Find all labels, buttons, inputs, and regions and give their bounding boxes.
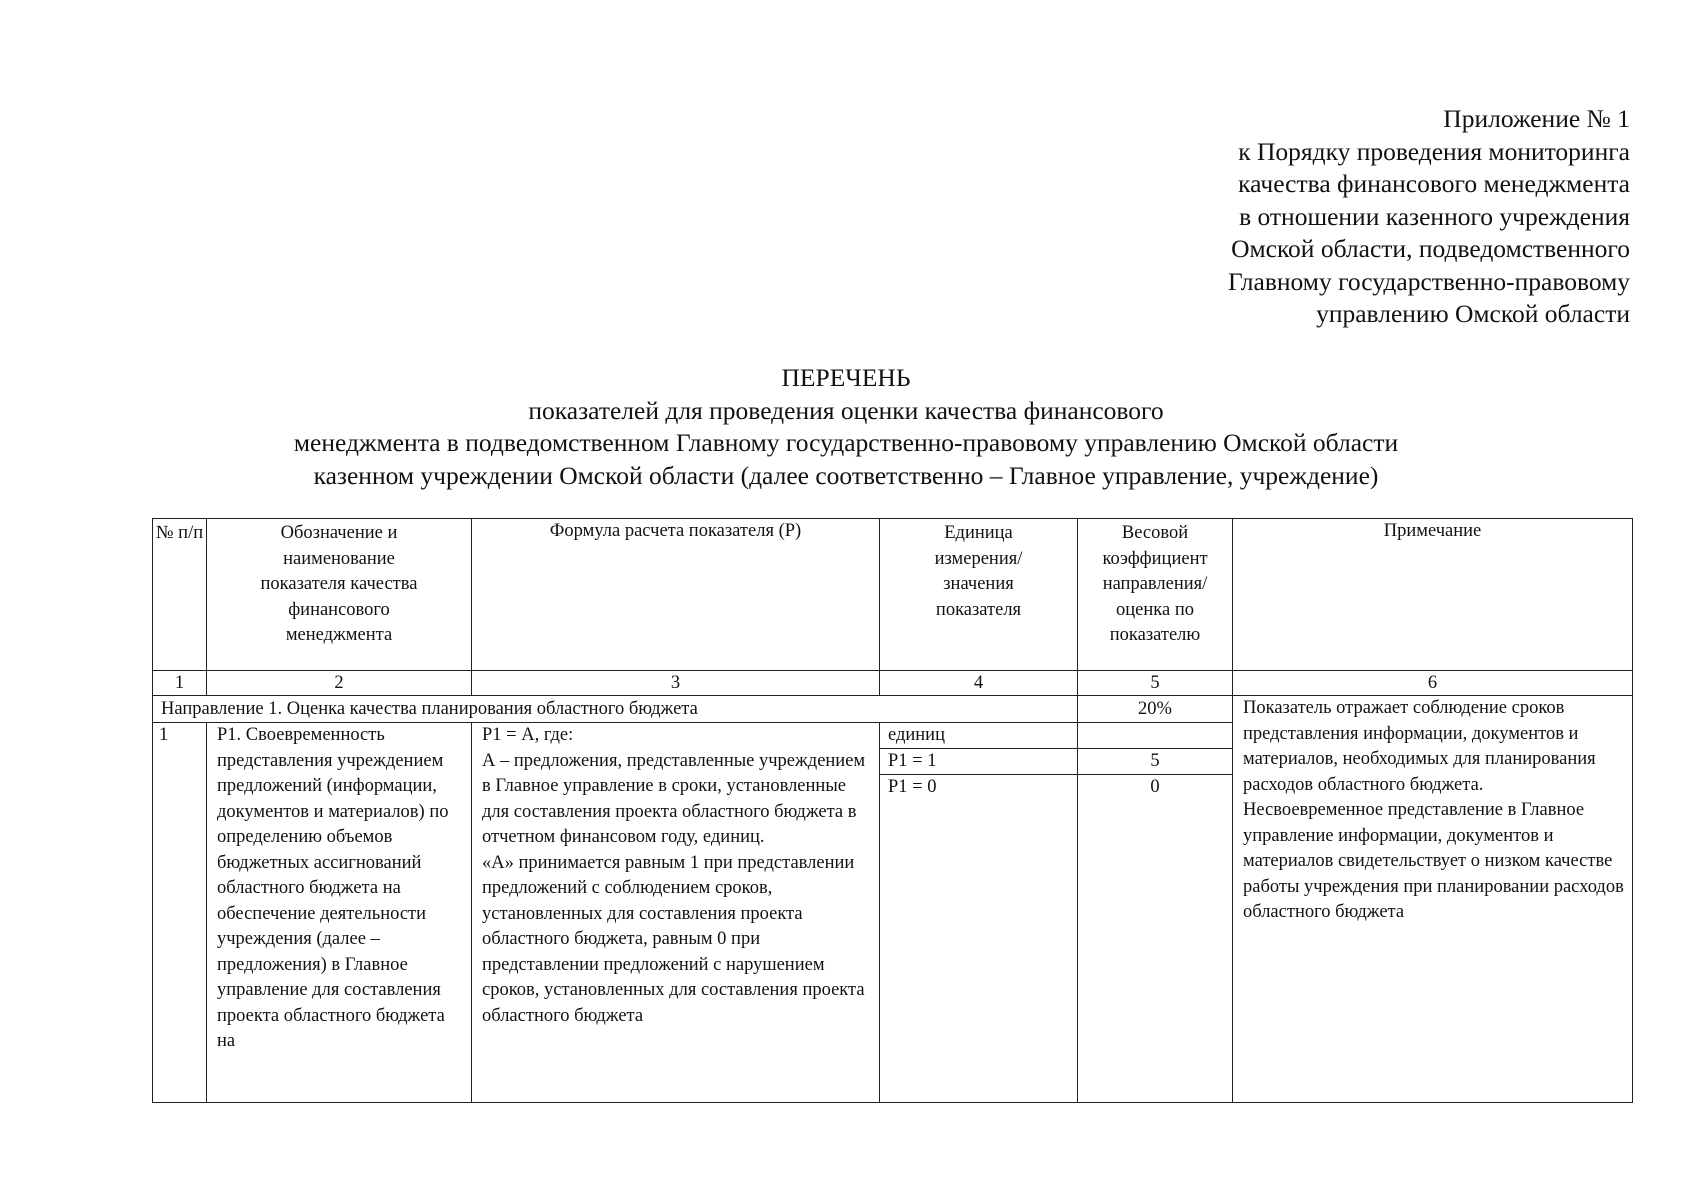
formula-text: А – предложения, представленные учреждением в Главное управление в сроки, установленные для составления проекта областного бюджета в отчетном финансовом году, единиц. [482, 750, 866, 847]
unit-label: единиц [880, 723, 1077, 749]
indicator-name: Р1. Своевременность представления учреждением предложений (информации, документов и материалов) по определению объемов бюджетных ассигнований областного бюджета на обеспечение деятельности учреждения (далее – предложения) в Главное управление для составления проекта областного бюджета на [207, 723, 472, 1103]
header-unit: Единица измерения/ значения показателя [880, 519, 1078, 671]
unit-condition: Р1 = 1 [880, 749, 1077, 775]
column-numbers-row [153, 671, 1633, 696]
unit-cell [880, 723, 1078, 1103]
score-value: 0 [1150, 777, 1160, 797]
header-note: Примечание [1233, 519, 1633, 671]
unit-condition: Р1 = 0 [888, 777, 937, 797]
document-title [0, 362, 1692, 492]
formula-line: Р1 = А, где: [482, 725, 574, 745]
note-cell: Показатель отражает соблюдение сроков представления информации, документов и материалов, необходимых для планирования расходов областного бюджета. Несвоевременное представление в Главное управление информации, документов и материалов свидетельствует о низком качестве работы учреждения при планировании расходов областного бюджета [1233, 696, 1633, 1103]
table-header-row [153, 519, 1633, 671]
row-number: 1 [153, 723, 207, 1103]
appendix-line: в отношении казенного учреждения [1239, 201, 1630, 231]
title-line-3: казенном учреждении Омской области (далее соответственно – Главное управление, учреждение) [313, 460, 1379, 490]
appendix-line: к Порядку проведения мониторинга [1238, 136, 1630, 166]
col-number: 6 [1233, 671, 1633, 696]
title-line-1: показателей для проведения оценки качества финансового [528, 395, 1164, 425]
col-number: 2 [207, 671, 472, 696]
direction-label: Направление 1. Оценка качества планирования областного бюджета [153, 696, 1078, 723]
formula-text-2: «А» принимается равным 1 при представлении предложений с соблюдением сроков, установленных для составления проекта областного бюджета, равным 0 при представлении предложений с нарушением сроков, установленных для составления проекта областного бюджета [482, 852, 865, 1026]
col-number: 1 [153, 671, 207, 696]
title-heading: ПЕРЕЧЕНЬ [781, 363, 911, 392]
score-blank [1078, 723, 1232, 749]
appendix-line: Омской области, подведомственного [1231, 234, 1630, 263]
header-weight: Весовой коэффициент направления/ оценка по показателю [1078, 519, 1233, 671]
indicators-table [152, 518, 1633, 1103]
header-name: Обозначение и наименование показателя качества финансового менеджмента [207, 519, 472, 671]
col-number: 3 [472, 671, 880, 696]
score-value: 5 [1078, 749, 1232, 775]
appendix-line: качества финансового менеджмента [1238, 169, 1630, 198]
col-number: 4 [880, 671, 1078, 696]
formula-cell [472, 723, 880, 1103]
direction-row [153, 696, 1633, 723]
header-formula: Формула расчета показателя (Р) [472, 519, 880, 671]
appendix-block [1228, 103, 1630, 331]
col-number: 5 [1078, 671, 1233, 696]
appendix-line: управлению Омской области [1316, 299, 1630, 328]
appendix-line: Главному государственно-правовому [1227, 266, 1630, 296]
appendix-line: Приложение № 1 [1443, 104, 1630, 133]
direction-weight: 20% [1078, 696, 1233, 723]
title-line-2: менеджмента в подведомственном Главному государственно-правовому управлению Омской области [293, 428, 1399, 457]
header-no: № п/п [153, 519, 207, 671]
score-cell [1078, 723, 1233, 1103]
